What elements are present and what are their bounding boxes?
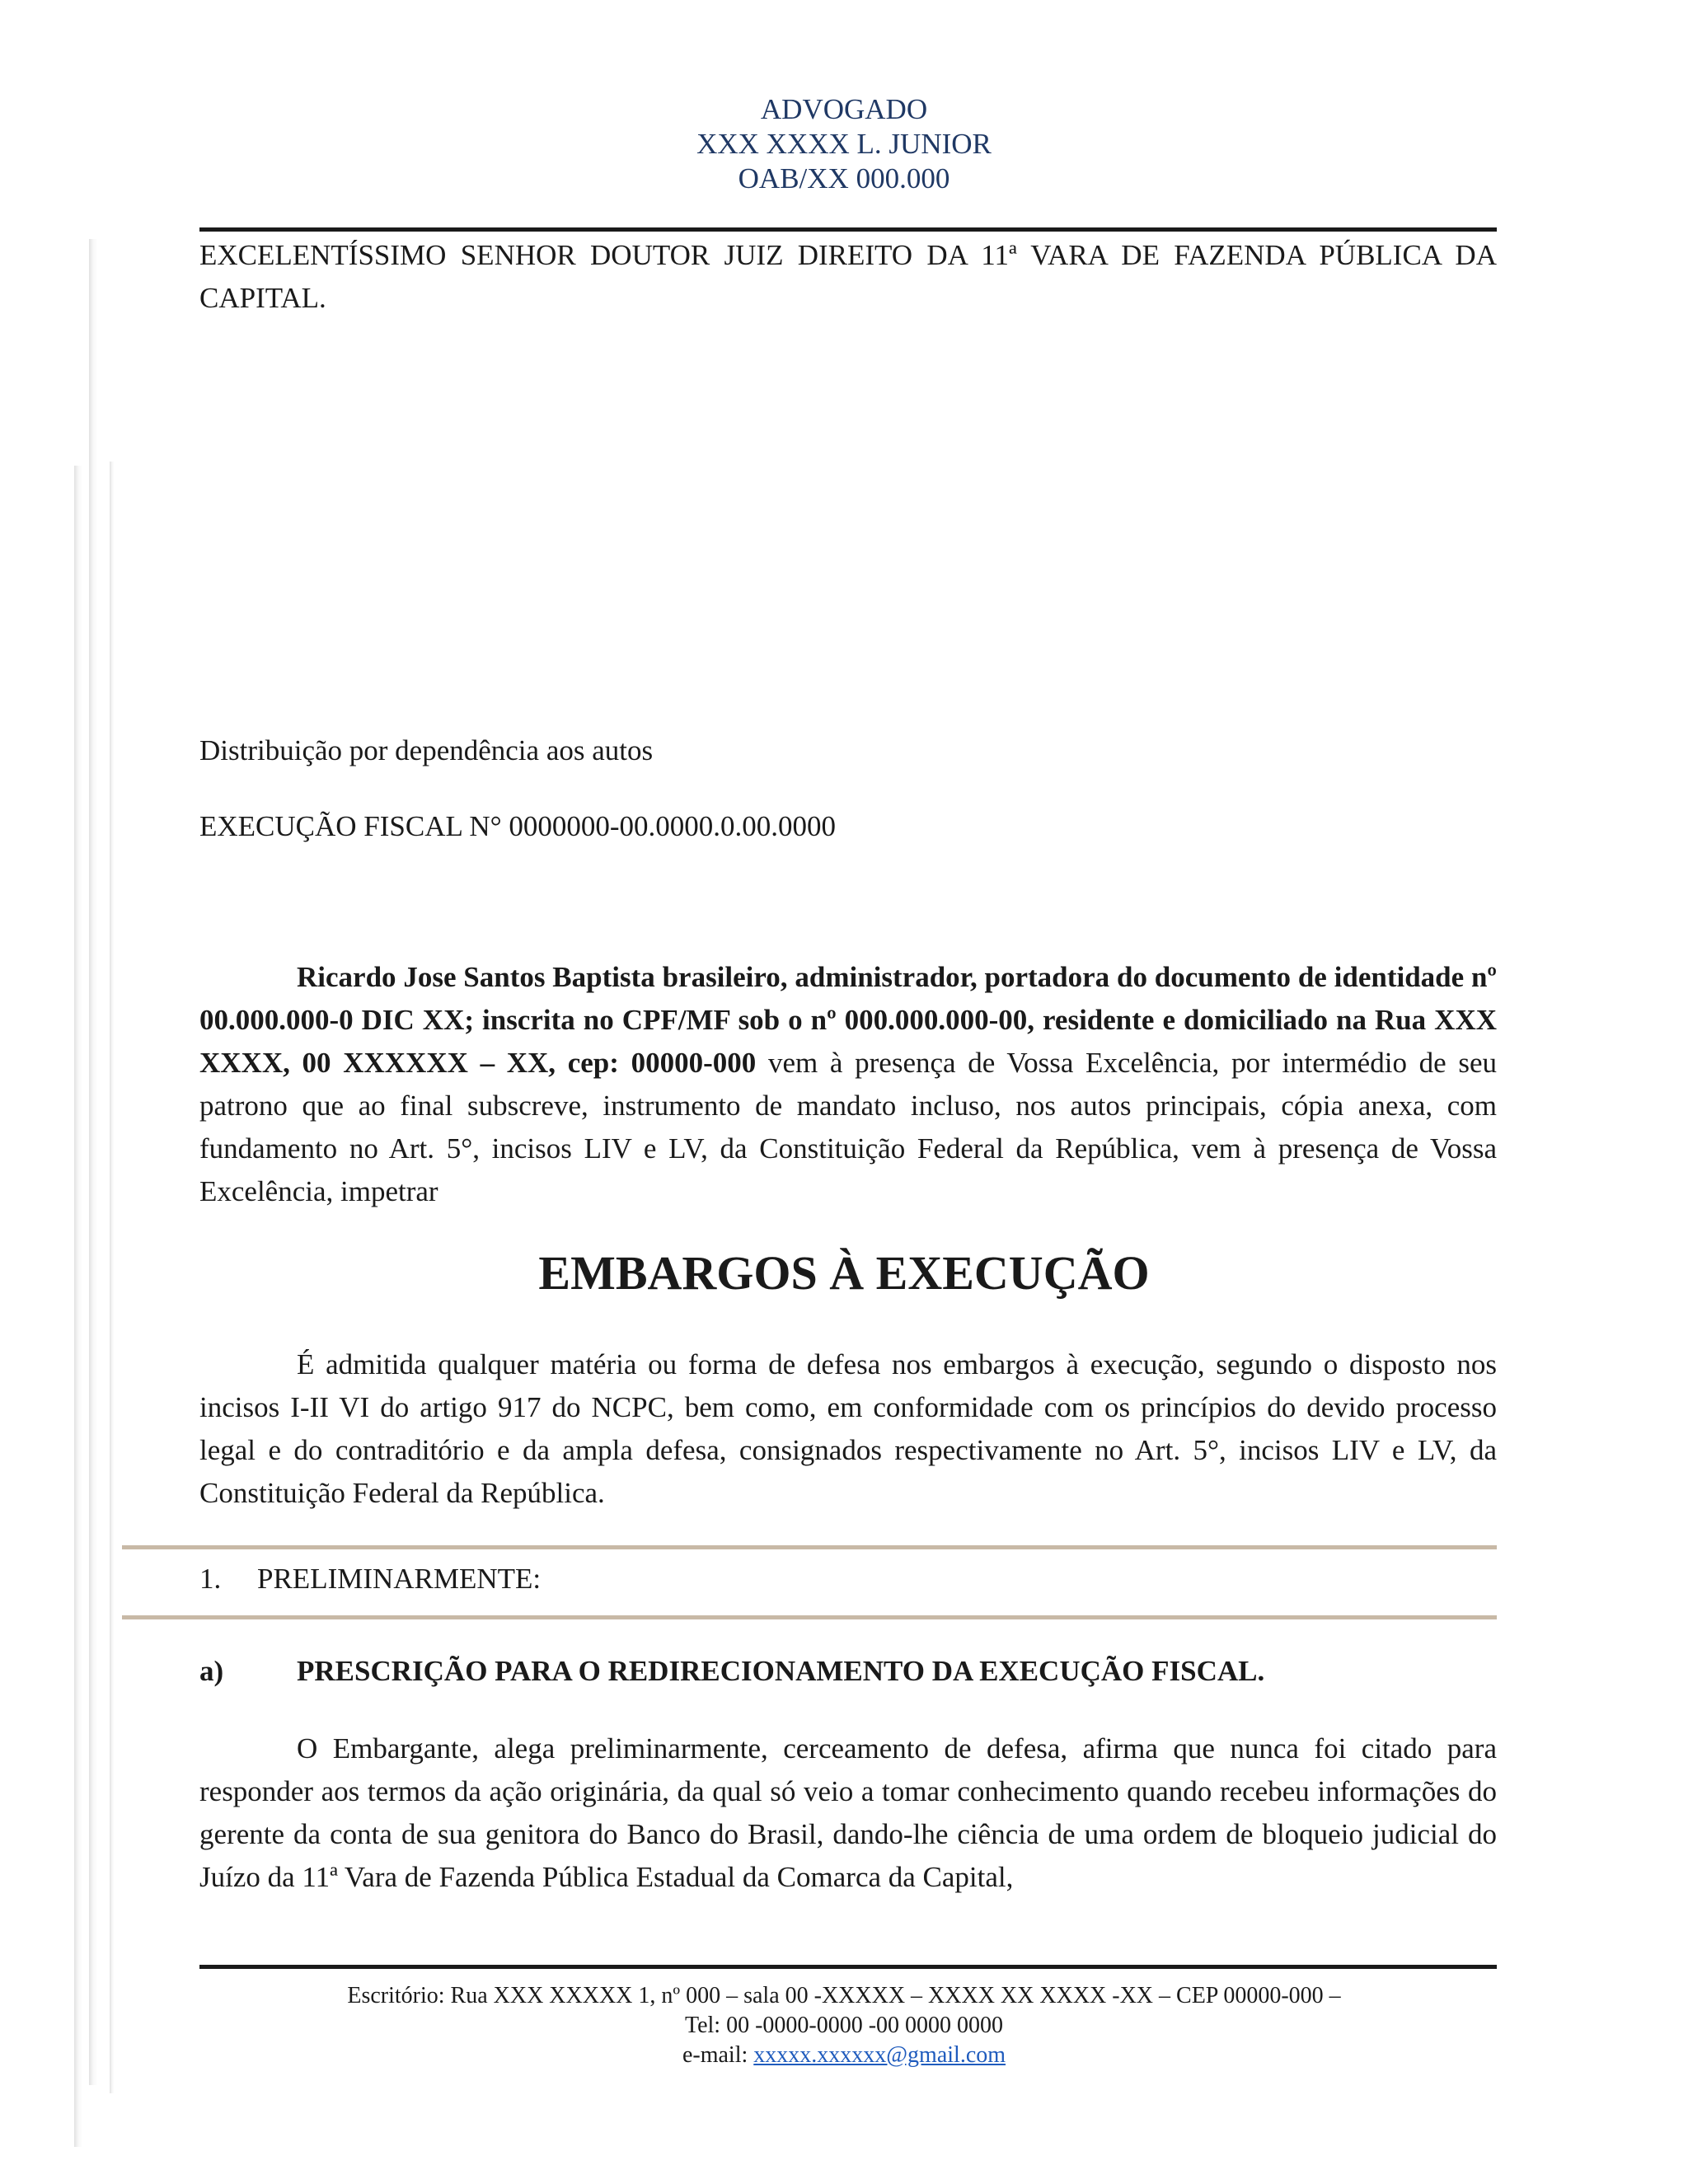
footer-email-line [0,2041,1688,2070]
section-heading [199,1558,541,1601]
distribution-line: Distribuição por dependência aos autos [199,734,654,766]
intro-bold: Ricardo Jose Santos Baptista brasileiro, administrador, portadora do documento de identidade nº 00.000.000-0 DIC XX; inscrita no CPF/MF sob o nº 000.000.000-00, residente e domiciliado na Rua XXX XXXX, 00 XXXXXX – XX, cep: 00000-000 [199,961,1497,1079]
letterhead [0,92,1688,196]
footer-address: Escritório: Rua XXX XXXXX 1, nº 000 – sala 00 -XXXXX – XXXX XX XXXX -XX – CEP 00000-000 – [347,1983,1341,2008]
subsection-letter: a) [199,1655,224,1687]
footer-tel: Tel: 00 -0000-0000 -00 0000 0000 [684,2013,1004,2038]
footer-rule [199,1965,1497,1969]
page-shadow-lower [74,466,82,2147]
section-rule-top [122,1545,1497,1549]
footer [0,1981,1688,2070]
document-title: EMBARGOS À EXECUÇÃO [538,1246,1150,1300]
address-to: EXCELENTÍSSIMO SENHOR DOUTOR JUIZ DIREITO DA 11ª VARA DE FAZENDA PÚBLICA DA CAPITAL. [199,239,1497,314]
execution-number: EXECUÇÃO FISCAL N° 0000000-00.0000.0.00.0000 [199,810,837,842]
footer-email-label: e-mail: [682,2042,754,2068]
subsection-label: PRESCRIÇÃO PARA O REDIRECIONAMENTO DA EXECUÇÃO FISCAL. [297,1655,1265,1687]
section-number: 1. [199,1563,222,1595]
paragraph-1: É admitida qualquer matéria ou forma de defesa nos embargos à execução, segundo o disposto nos incisos I-II VI do artigo 917 do NCPC, bem como, em conformidade com os princípios do devido processo legal e do contraditório e da ampla defesa, consignados respectivamente no Art. 5°, incisos LIV e LV, da Constituição Federal da República. [199,1348,1497,1509]
subsection-heading [199,1650,1264,1693]
section-label: PRELIMINARMENTE: [257,1563,542,1595]
paragraph-2: O Embargante, alega preliminarmente, cerceamento de defesa, afirma que nunca foi citado para responder aos termos da ação originária, da qual só veio a tomar conhecimento quando recebeu informações do gerente da conta de sua genitora do Banco do Brasil, dando-lhe ciência de uma ordem de bloqueio judicial do Juízo da 11ª Vara de Fazenda Pública Estadual da Comarca da Capital, [199,1732,1497,1893]
letterhead-title: ADVOGADO [760,93,928,125]
letterhead-name: XXX XXXX L. JUNIOR [696,128,992,160]
header-rule [199,227,1497,232]
section-rule-bottom [122,1615,1497,1619]
footer-email-link[interactable]: xxxxx.xxxxxx@gmail.com [753,2042,1006,2068]
intro-paragraph [199,956,1497,1213]
letterhead-oab: OAB/XX 000.000 [738,162,950,194]
page-shadow-upper [89,239,97,2085]
intro-normal: vem à presença de Vossa Excelência, por intermédio de seu patrono que ao final subscreve, instrumento de mandato incluso, nos autos principais, cópia anexa, com fundamento no Art. 5°, incisos LIV e LV, da Constituição Federal da República, vem à presença de Vossa Excelência, impetrar [199,1047,1498,1207]
